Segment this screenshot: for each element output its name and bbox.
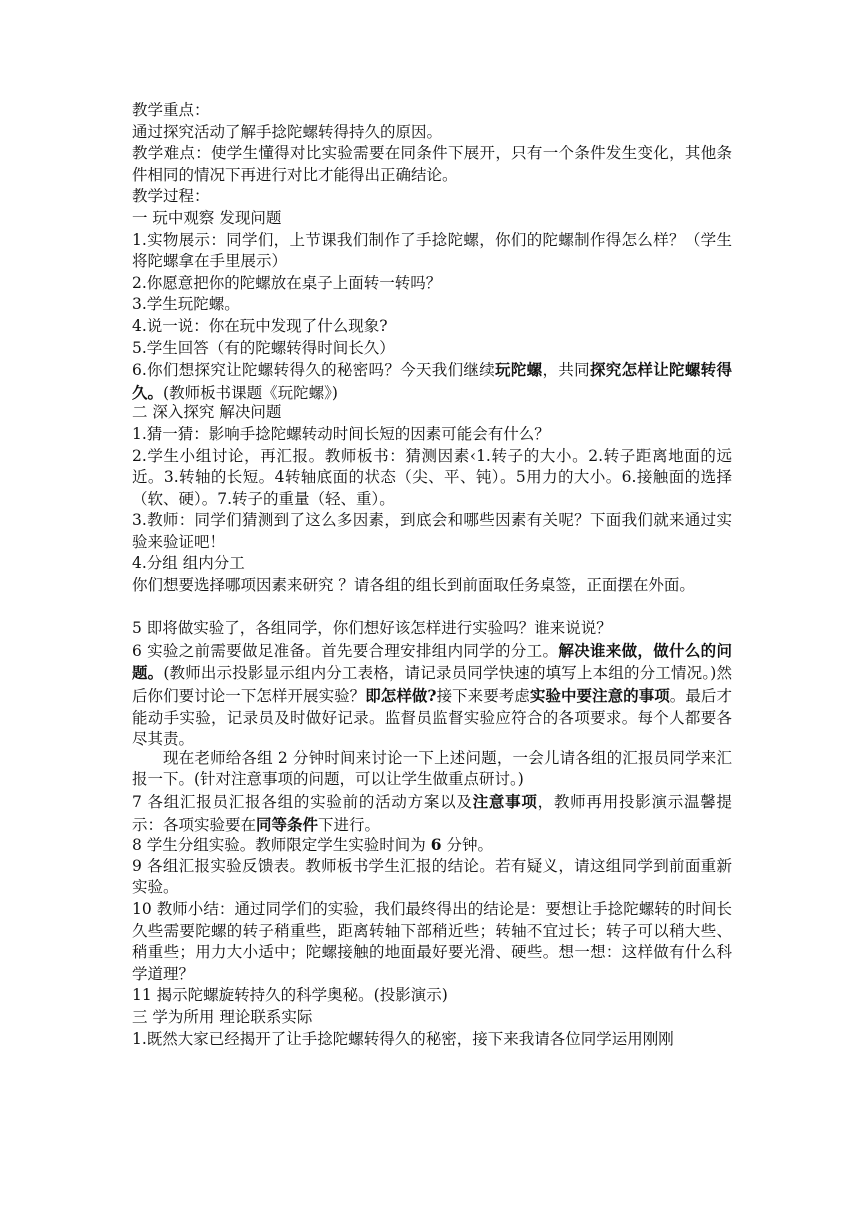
paragraph: 2.你愿意把你的陀螺放在桌子上面转一转吗？ [132, 273, 442, 292]
paragraph: 9 各组汇报实验反馈表。教师板书学生汇报的结论。若有疑义，请这组同学到前面重新实验。 [132, 856, 732, 897]
paragraph [132, 791, 732, 834]
paragraph: 你们想要选择哪项因素来研究 ？请各组的组长到前面取任务桌签，正面摆在外面。 [132, 576, 695, 595]
paragraph: 1.既然大家已经揭开了让手捻陀螺转得久的秘密，接下来我请各位同学运用刚刚 [132, 1029, 674, 1048]
text: ，教师再用投影演示温馨提示：各项实验要在 [132, 793, 732, 834]
paragraph [132, 834, 732, 856]
bold-text: 即怎样做? [365, 686, 437, 706]
bold-text: 同等条件 [256, 814, 319, 834]
paragraph: 通过探究活动了解手捻陀螺转得持久的原因。 [132, 122, 443, 141]
paragraph [132, 640, 732, 748]
paragraph: 5 即将做实验了，各组同学，你们想好该怎样进行实验吗？谁来说说？ [132, 619, 612, 638]
paragraph: 5.学生回答（有的陀螺转得时间长久） [132, 338, 395, 357]
bold-text: 6 [430, 835, 442, 855]
text: 6 实验之前需要做足准备。首先要合理安排组内同学的分工。 [132, 641, 559, 660]
text: 6.你们想探究让陀螺转得久的秘密吗？今天我们继续 [132, 361, 496, 380]
paragraph: 4.分组 组内分工 [132, 554, 245, 573]
paragraph: 3.学生玩陀螺。 [132, 295, 240, 314]
paragraph: 现在老师给各组 2 分钟时间来讨论一下上述问题，一会儿请各组的汇报员同学来汇报一下。(针对注意事项的问题，可以让学生做重点研讨。) [132, 748, 732, 789]
paragraph: 11 揭示陀螺旋转持久的科学奥秘。(投影演示) [132, 986, 448, 1005]
heading-key-point: 教学重点： [132, 101, 210, 119]
bold-text: 解决谁来做，做什么的问题。 [132, 640, 732, 683]
document-body [132, 100, 732, 1050]
text: 下进行。 [318, 815, 381, 834]
text: 分钟。 [446, 836, 493, 855]
paragraph: 1.猜一猜：影响手捻陀螺转动时间长短的因素可能会有什么？ [132, 424, 550, 443]
text: 8 学生分组实验。教师限定学生实验时间为 [132, 836, 426, 855]
section-heading-3: 三 学为所用 理论联系实际 [132, 1008, 313, 1026]
text: (教师出示投影显示组内分工表格，请记录员同学快速的填写上本组的分工情况。)然后你们要讨论一下怎样开展实验？ [132, 664, 732, 706]
bold-text: 探究怎样让陀螺转得久。 [132, 360, 732, 402]
bold-text: 实验中要注意的事项 [529, 686, 670, 706]
text: (教师板书课题《玩陀螺》) [163, 383, 338, 402]
text: 。最后才能动手实验，记录员及时做好记录。监督员监督实验应符合的各项要求。每个人都要各尽其责。 [132, 687, 732, 749]
paragraph: 10 教师小结：通过同学们的实验，我们最终得出的结论是：要想让手捻陀螺转的时间长久些需要陀螺的转子稍重些，距离转轴下部稍近些；转轴不宜过长；转子可以稍大些、稍重些；用力大小适中；陀螺接触的地面最好要光滑、硬些。想一想：这样做有什么科学道理？ [132, 900, 732, 983]
bold-text: 玩陀螺 [495, 360, 543, 380]
paragraph: 2.学生小组讨论，再汇报。教师板书：猜测因素‹1.转子的大小。2.转子距离地面的远近。3.转轴的长短。4转轴底面的状态（尖、平、钝）。5用力的大小。6.接触面的选择（软、硬）。7.转子的重量（轻、重）。 [132, 446, 732, 508]
section-heading-2: 二 深入探究 解决问题 [132, 403, 282, 422]
paragraph: 3.教师：同学们猜测到了这么多因素，到底会和哪些因素有关呢？下面我们就来通过实验来验证吧！ [132, 511, 732, 551]
heading-difficulty: 教学难点：使学生懂得对比实验需要在同条件下展开，只有一个条件发生变化，其他条件相同的情况下再进行对比才能得出正确结论。 [132, 144, 732, 184]
heading-process: 教学过程： [132, 187, 210, 206]
bold-text: 注意事项 [472, 792, 538, 812]
paragraph: 4.说一说：你在玩中发现了什么现象? [132, 316, 388, 335]
text: 7 各组汇报员汇报各组的实验前的活动方案以及 [132, 793, 473, 812]
text: ，共同 [542, 361, 590, 380]
paragraph [132, 359, 732, 402]
paragraph: 1.实物展示：同学们，上节课我们制作了手捻陀螺，你们的陀螺制作得怎么样？（学生将陀螺拿在手里展示） [132, 230, 732, 271]
text: 接下来要考虑 [436, 687, 530, 706]
section-heading-1: 一 玩中观察 发现问题 [132, 208, 282, 227]
